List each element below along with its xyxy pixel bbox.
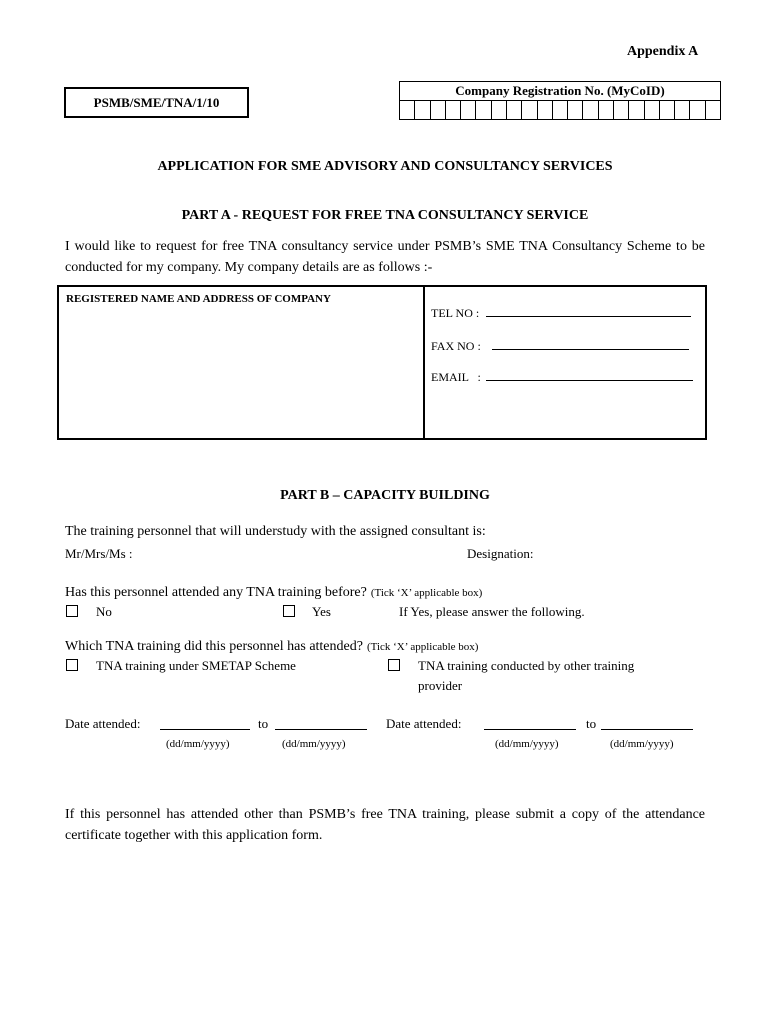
registration-cell[interactable] bbox=[553, 101, 568, 119]
form-title: APPLICATION FOR SME ADVISORY AND CONSULTANCY SERVICES bbox=[157, 159, 613, 174]
registration-cell[interactable] bbox=[583, 101, 598, 119]
to-label-1: to bbox=[258, 716, 269, 731]
registration-cell[interactable] bbox=[614, 101, 629, 119]
tick-hint-2: (Tick ‘X’ applicable box) bbox=[366, 641, 479, 653]
email-label: EMAIL : bbox=[431, 370, 481, 384]
company-contact-panel bbox=[425, 287, 705, 438]
date-to-field-1[interactable] bbox=[275, 717, 367, 730]
designation-label: Designation: bbox=[467, 546, 534, 561]
fax-line bbox=[492, 339, 689, 350]
other-provider-checkbox[interactable] bbox=[388, 659, 400, 671]
company-registration-field bbox=[399, 81, 721, 120]
company-name-address-field[interactable] bbox=[59, 287, 425, 438]
question-training-type bbox=[65, 637, 478, 655]
reference-code-box bbox=[64, 87, 249, 118]
registration-cell[interactable] bbox=[522, 101, 537, 119]
registration-cell[interactable] bbox=[690, 101, 705, 119]
company-name-address-label: REGISTERED NAME AND ADDRESS OF COMPANY bbox=[66, 293, 331, 305]
yes-checkbox[interactable] bbox=[283, 605, 295, 617]
registration-cell[interactable] bbox=[446, 101, 461, 119]
registration-cell[interactable] bbox=[476, 101, 491, 119]
to-label-2: to bbox=[586, 716, 597, 731]
date-from-field-1[interactable] bbox=[160, 717, 250, 730]
email-line bbox=[486, 370, 693, 381]
registration-cell[interactable] bbox=[660, 101, 675, 119]
company-details-box bbox=[57, 285, 707, 440]
company-registration-label: Company Registration No. (MyCoID) bbox=[399, 81, 721, 100]
name-label: Mr/Mrs/Ms : bbox=[65, 546, 133, 561]
smetap-label: TNA training under SMETAP Scheme bbox=[96, 658, 296, 673]
date-from-field-2[interactable] bbox=[484, 717, 576, 730]
registration-cell[interactable] bbox=[568, 101, 583, 119]
date-format-hint-3: (dd/mm/yyyy) bbox=[495, 738, 559, 750]
registration-cell[interactable] bbox=[415, 101, 430, 119]
registration-cell[interactable] bbox=[507, 101, 522, 119]
registration-cell[interactable] bbox=[538, 101, 553, 119]
date-attended-label-2: Date attended: bbox=[386, 716, 462, 731]
tel-field[interactable] bbox=[431, 306, 691, 321]
registration-cell[interactable] bbox=[400, 101, 415, 119]
date-format-hint-2: (dd/mm/yyyy) bbox=[282, 738, 346, 750]
registration-cell[interactable] bbox=[461, 101, 476, 119]
part-a-intro: I would like to request for free TNA consultancy service under PSMB’s SME TNA Consultancy Scheme to be conducted for my company. My company details are as follows :- bbox=[65, 239, 705, 275]
question-previous-training-text: Has this personnel attended any TNA training before? bbox=[65, 585, 367, 600]
registration-cell[interactable] bbox=[492, 101, 507, 119]
part-a-heading: PART A - REQUEST FOR FREE TNA CONSULTANCY SERVICE bbox=[181, 208, 589, 223]
fax-field[interactable] bbox=[431, 339, 689, 354]
smetap-checkbox[interactable] bbox=[66, 659, 78, 671]
email-field[interactable] bbox=[431, 370, 693, 385]
question-training-type-text: Which TNA training did this personnel has attended? bbox=[65, 639, 363, 654]
registration-cell[interactable] bbox=[706, 101, 720, 119]
registration-cell[interactable] bbox=[629, 101, 644, 119]
other-provider-label-line1: TNA training conducted by other training bbox=[418, 658, 635, 673]
part-b-heading: PART B – CAPACITY BUILDING bbox=[280, 488, 490, 503]
registration-cell[interactable] bbox=[599, 101, 614, 119]
no-label: No bbox=[96, 604, 112, 619]
footer-instruction: If this personnel has attended other than PSMB’s free TNA training, please submit a copy of the attendance certificate together with this application form. bbox=[65, 807, 705, 843]
question-previous-training bbox=[65, 583, 482, 601]
appendix-label: Appendix A bbox=[627, 44, 699, 59]
registration-cell[interactable] bbox=[645, 101, 660, 119]
registration-cell[interactable] bbox=[675, 101, 690, 119]
date-format-hint-4: (dd/mm/yyyy) bbox=[610, 738, 674, 750]
other-provider-label-line2: provider bbox=[418, 678, 463, 693]
tel-label: TEL NO : bbox=[431, 306, 480, 320]
tel-line bbox=[486, 306, 691, 317]
yes-label: Yes bbox=[312, 604, 331, 619]
date-format-hint-1: (dd/mm/yyyy) bbox=[166, 738, 230, 750]
tick-hint: (Tick ‘X’ applicable box) bbox=[370, 587, 483, 599]
if-yes-text: If Yes, please answer the following. bbox=[399, 604, 585, 619]
company-registration-cells[interactable] bbox=[399, 100, 721, 120]
date-to-field-2[interactable] bbox=[601, 717, 693, 730]
no-checkbox[interactable] bbox=[66, 605, 78, 617]
registration-cell[interactable] bbox=[431, 101, 446, 119]
personnel-text: The training personnel that will understudy with the assigned consultant is: bbox=[65, 524, 486, 539]
reference-code: PSMB/SME/TNA/1/10 bbox=[93, 94, 220, 110]
fax-label: FAX NO : bbox=[431, 339, 481, 353]
date-attended-label-1: Date attended: bbox=[65, 716, 141, 731]
